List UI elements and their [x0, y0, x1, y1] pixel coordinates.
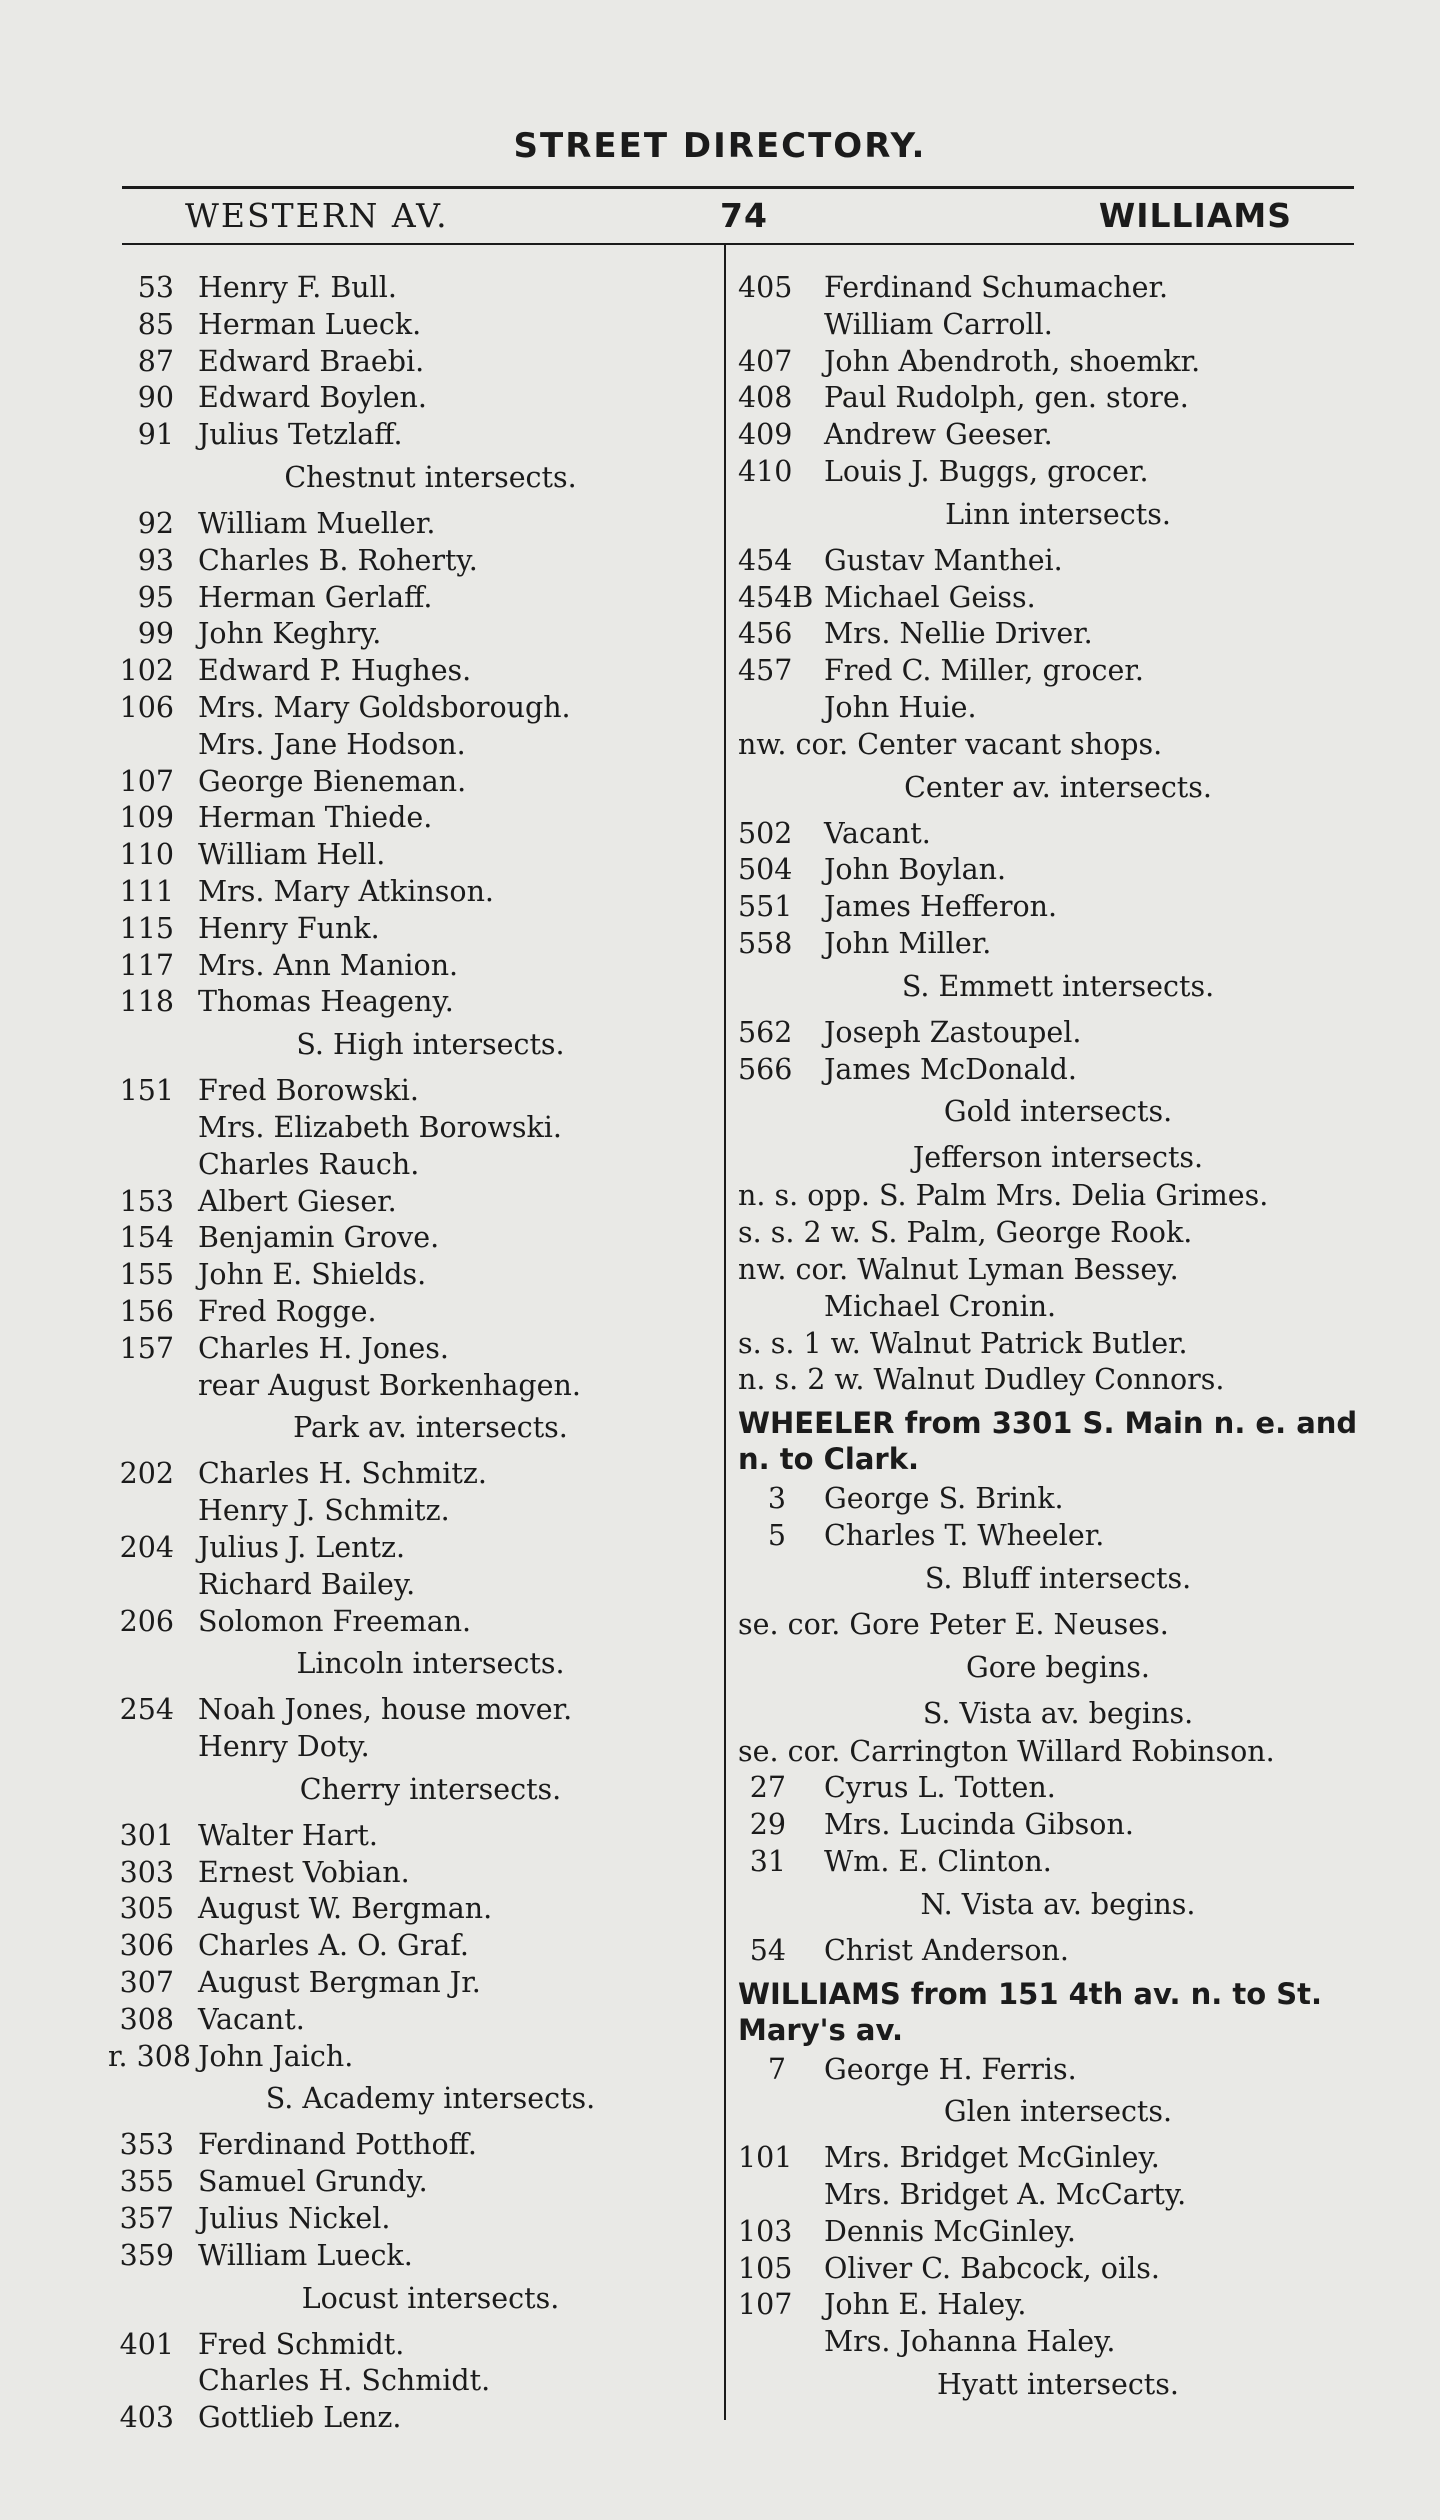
entry: 156 Fred Rogge.: [119, 1294, 377, 1328]
entry: 154 Benjamin Grove.: [119, 1221, 440, 1255]
intersection-note: Cherry intersects.: [299, 1772, 562, 1806]
location-entry: nw. cor. Walnut Lyman Bessey.: [738, 1252, 1179, 1286]
entry-continuation: rear August Borkenhagen.: [198, 1368, 581, 1402]
entry-continuation: William Carroll.: [824, 307, 1053, 341]
entry: 54 Christ Anderson.: [749, 1933, 1069, 1967]
intersection-note: S. Academy intersects.: [265, 2082, 596, 2116]
entry: 110 William Hell.: [119, 838, 386, 872]
entry: 117 Mrs. Ann Manion.: [119, 948, 459, 982]
intersection-note: Gold intersects.: [943, 1095, 1173, 1129]
intersection-note: Gore begins.: [966, 1650, 1150, 1684]
entry: 408 Paul Rudolph, gen. store.: [738, 381, 1189, 415]
entry: 109 Herman Thiede.: [119, 801, 433, 835]
entry: 53 Henry F. Bull.: [137, 271, 397, 304]
right-column: [738, 270, 1358, 2413]
entry-continuation: Richard Bailey.: [198, 1567, 416, 1601]
entry: 558 John Miller.: [738, 926, 992, 960]
intersection-note: S. High intersects.: [296, 1028, 565, 1062]
location-entry: se. cor. Gore Peter E. Neuses.: [738, 1607, 1169, 1641]
intersection-note: Park av. intersects.: [293, 1411, 568, 1445]
entry: 353 Ferdinand Potthoff.: [119, 2128, 477, 2162]
column-divider: [724, 245, 726, 2420]
street-heading-wheeler: WHEELER from 3301 S. Main n. e. and n. to Clark.: [738, 1406, 1358, 1477]
entry: 301 Walter Hart.: [119, 1818, 378, 1852]
intersection-note: N. Vista av. begins.: [920, 1887, 1196, 1921]
entry: 306 Charles A. O. Graf.: [119, 1929, 469, 1963]
intersection-note: Chestnut intersects.: [284, 460, 577, 494]
entry: 106 Mrs. Mary Goldsborough.: [119, 690, 571, 724]
page-title: STREET DIRECTORY.: [513, 126, 927, 166]
entry: 107 George Bieneman.: [119, 764, 467, 798]
intersection-note: S. Vista av. begins.: [922, 1696, 1194, 1730]
entry: 155 John E. Shields.: [119, 1258, 427, 1292]
entry: 407 John Abendroth, shoemkr.: [738, 344, 1201, 378]
entry: 502 Vacant.: [738, 816, 931, 850]
entry: 151 Fred Borowski.: [119, 1074, 419, 1108]
header-top-rule: [122, 186, 1354, 189]
location-entry: n. s. opp. S. Palm Mrs. Delia Grimes.: [738, 1179, 1269, 1213]
entry-continuation: Charles Rauch.: [198, 1147, 420, 1181]
entry-continuation: Mrs. Jane Hodson.: [198, 727, 466, 761]
entry: 90 Edward Boylen.: [137, 381, 427, 415]
entry-continuation: Mrs. Johanna Haley.: [824, 2325, 1116, 2359]
entry: 111 Mrs. Mary Atkinson.: [119, 874, 494, 908]
intersection-note: Linn intersects.: [945, 497, 1171, 531]
entry-continuation: Mrs. Bridget A. McCarty.: [824, 2178, 1187, 2212]
entry: 566 James McDonald.: [738, 1052, 1077, 1086]
entry: 91 Julius Tetzlaff.: [137, 418, 403, 452]
entry: 103 Dennis McGinley.: [738, 2214, 1076, 2248]
location-entry: s. s. 2 w. S. Palm, George Rook.: [738, 1216, 1193, 1250]
entry-continuation: Michael Cronin.: [824, 1289, 1057, 1323]
entry: r. 308 John Jaich.: [108, 2039, 354, 2073]
entry: 457 Fred C. Miller, grocer.: [738, 654, 1144, 688]
entry: 410 Louis J. Buggs, grocer.: [738, 454, 1149, 488]
entry-continuation: Mrs. Elizabeth Borowski.: [198, 1110, 562, 1144]
intersection-note: S. Emmett intersects.: [901, 969, 1215, 1003]
entry: 303 Ernest Vobian.: [119, 1855, 410, 1889]
entry: 31 Wm. E. Clinton.: [749, 1844, 1052, 1878]
entry-continuation: John Huie.: [824, 690, 977, 724]
intersection-note: Center av. intersects.: [904, 770, 1212, 804]
intersection-note: Glen intersects.: [943, 2095, 1173, 2129]
left-column: [108, 270, 713, 2437]
entry: 504 John Boylan.: [738, 853, 1007, 887]
location-entry: nw. cor. Center vacant shops.: [738, 727, 1163, 761]
location-entry: se. cor. Carrington Willard Robinson.: [738, 1734, 1275, 1768]
entry: 401 Fred Schmidt.: [119, 2327, 405, 2361]
entry: 157 Charles H. Jones.: [119, 1331, 449, 1365]
entry: 27 Cyrus L. Totten.: [749, 1771, 1056, 1805]
header-right-street: WILLIAMS: [1098, 196, 1292, 235]
intersection-note: S. Bluff intersects.: [924, 1561, 1192, 1595]
entry: 551 James Hefferon.: [738, 890, 1058, 924]
entry: 102 Edward P. Hughes.: [119, 654, 472, 688]
entry: 357 Julius Nickel.: [119, 2202, 391, 2236]
page-number: 74: [720, 196, 768, 235]
entry: 308 Vacant.: [119, 2002, 305, 2036]
entry: 93 Charles B. Roherty.: [137, 543, 478, 577]
entry: 92 William Mueller.: [137, 506, 436, 540]
location-entry: s. s. 1 w. Walnut Patrick Butler.: [738, 1326, 1188, 1360]
entry-continuation: Henry Doty.: [198, 1730, 370, 1764]
entry: 85 Herman Lueck.: [137, 307, 422, 341]
intersection-note: Jefferson intersects.: [912, 1141, 1204, 1175]
entry: 153 Albert Gieser.: [119, 1184, 397, 1218]
entry: 456 Mrs. Nellie Driver.: [738, 617, 1093, 651]
entry: 562 Joseph Zastoupel.: [738, 1015, 1082, 1049]
entry: 454B Michael Geiss.: [738, 580, 1036, 614]
entry: 307 August Bergman Jr.: [119, 1966, 481, 2000]
entry: 87 Edward Braebi.: [137, 344, 425, 378]
entry-continuation: Henry J. Schmitz.: [198, 1494, 450, 1528]
entry: 355 Samuel Grundy.: [119, 2165, 428, 2199]
entry-continuation: Charles H. Schmidt.: [198, 2364, 491, 2398]
intersection-note: Lincoln intersects.: [296, 1647, 565, 1681]
entry: 202 Charles H. Schmitz.: [119, 1457, 487, 1491]
entry: 115 Henry Funk.: [119, 911, 380, 945]
entry: 7 George H. Ferris.: [767, 2052, 1077, 2086]
intersection-note: Locust intersects.: [301, 2281, 560, 2315]
entry: 454 Gustav Manthei.: [738, 543, 1063, 577]
entry: 118 Thomas Heageny.: [119, 985, 454, 1019]
entry: 29 Mrs. Lucinda Gibson.: [749, 1808, 1134, 1842]
intersection-note: Hyatt intersects.: [937, 2368, 1179, 2402]
entry: 5 Charles T. Wheeler.: [767, 1518, 1105, 1552]
entry: 101 Mrs. Bridget McGinley.: [738, 2141, 1160, 2175]
entry: 204 Julius J. Lentz.: [119, 1530, 406, 1564]
entry: 206 Solomon Freeman.: [119, 1604, 472, 1638]
entry: 405 Ferdinand Schumacher.: [738, 271, 1169, 304]
entry: 305 August W. Bergman.: [119, 1892, 493, 1926]
header-bottom-rule: [122, 243, 1354, 245]
entry: 99 John Keghry.: [137, 617, 382, 651]
entry: 409 Andrew Geeser.: [738, 418, 1053, 452]
entry: 359 William Lueck.: [119, 2238, 413, 2272]
street-heading-williams: WILLIAMS from 151 4th av. n. to St. Mary's av.: [738, 1976, 1323, 2047]
entry: 107 John E. Haley.: [738, 2288, 1027, 2322]
entry: 403 Gottlieb Lenz.: [119, 2401, 402, 2435]
entry: 105 Oliver C. Babcock, oils.: [738, 2251, 1160, 2285]
entry: 254 Noah Jones, house mover.: [119, 1693, 573, 1727]
location-entry: n. s. 2 w. Walnut Dudley Connors.: [738, 1363, 1225, 1397]
entry: 95 Herman Gerlaff.: [137, 580, 433, 614]
entry: 3 George S. Brink.: [767, 1482, 1064, 1516]
header-left-street: WESTERN AV.: [185, 196, 449, 235]
